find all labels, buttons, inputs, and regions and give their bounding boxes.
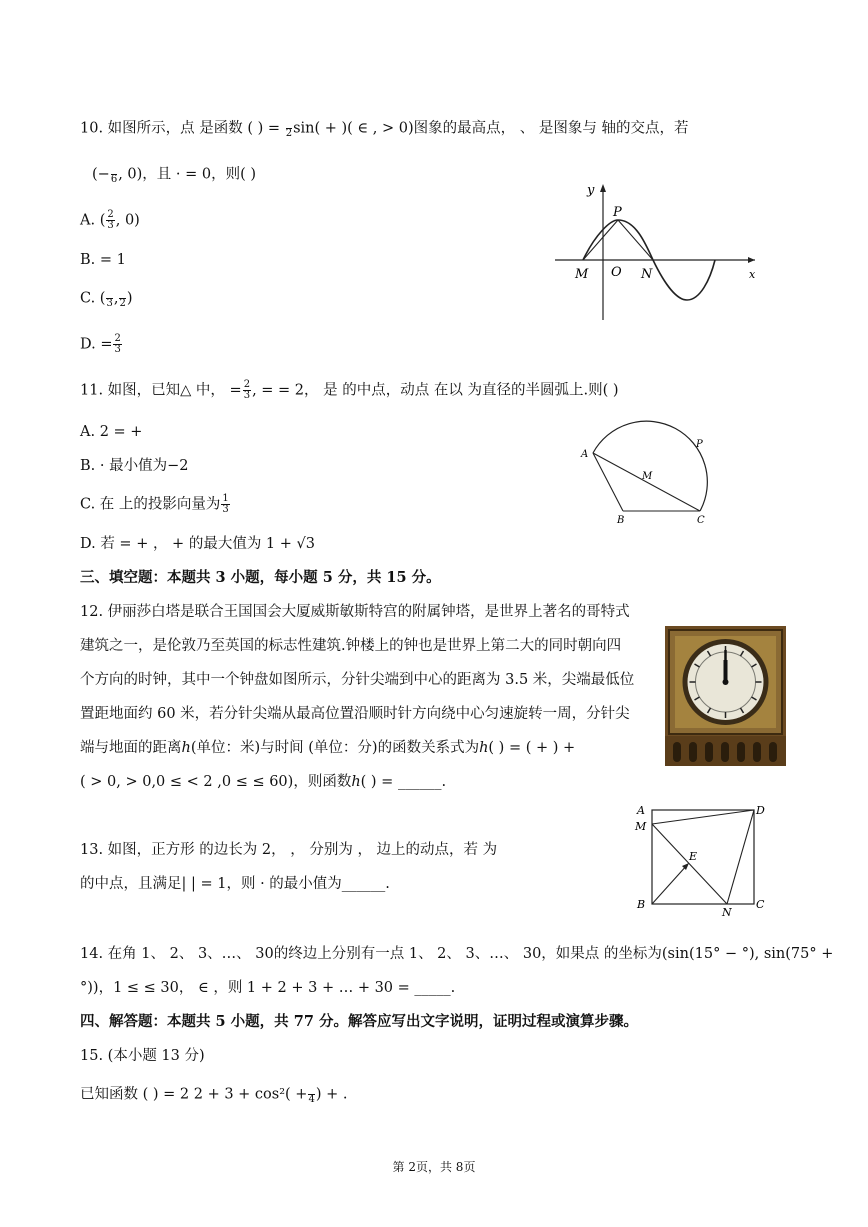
q12-line5: 端与地面的距离ℎ(单位：米)与时间 (单位：分)的函数关系式为ℎ( ) = ( + ) + (80, 740, 576, 756)
label-p: P (613, 205, 622, 220)
q13-line2: 的中点，且满足| | = 1，则 · 的最小值为______. (80, 876, 390, 892)
q12-line3: 个方向的时钟，其中一个钟盘如图所示，分针尖端到中心的距离为 3.5 米，尖端最低位 (80, 672, 635, 688)
q10-sine-graph-figure (555, 180, 765, 325)
q10-line1-rest: sin( + )( ∈ , > 0)图象的最高点， 、 是图象与 轴的交点，若 (293, 120, 689, 137)
q10-option-a: A. ( $\frac{2}{3}$ , 0) (80, 209, 140, 231)
label-m: M (575, 267, 589, 282)
q10-line2-rest: , 0)，且 · = 0，则( ) (118, 166, 257, 183)
label-p: P (696, 439, 703, 450)
label-x: x (749, 268, 756, 281)
segment-md (652, 810, 754, 824)
q12-clock-photo (665, 626, 786, 766)
q10-option-c: C. ( 3 , 2 ) (80, 288, 132, 309)
label-b: B (617, 515, 625, 526)
q11-option-a: A. 2 = + (80, 424, 143, 440)
q10-line2 (92, 164, 256, 185)
label-a: A (637, 804, 645, 817)
segment-pm (583, 220, 618, 260)
label-o: O (611, 265, 622, 280)
q15-line1: 已知函数 ( ) = 2 2 + 3 + cos²( + 4 ) + . (80, 1084, 347, 1105)
label-m: M (642, 471, 653, 482)
square-abcd (652, 810, 754, 904)
q10-line1 (80, 118, 688, 139)
label-e: E (689, 850, 698, 863)
q12-line1: 12. 伊丽莎白塔是联合王国国会大厦威斯敏斯特宫的附属钟塔，是世界上著名的哥特式 (80, 604, 630, 620)
label-m: M (635, 820, 647, 833)
q12-line2: 建筑之一，是伦敦乃至英国的标志性建筑.钟楼上的钟也是世界上第二大的同时朝向四 (80, 638, 622, 654)
segment-ac (593, 453, 700, 511)
y-axis-arrow (600, 184, 606, 192)
q13-line1: 13. 如图，正方形 的边长为 2， ， 分别为 ， 边上的动点，若 为 (80, 842, 498, 858)
q12-line4: 置距地面约 60 米，若分针尖端从最高位置沿顺时针方向绕中心匀速旋转一周，分针尖 (80, 706, 630, 722)
q11-option-c: C. 在 上的投影向量为 $\frac{1}{3}$ (80, 493, 229, 515)
q15-title: 15. (本小题 13 分) (80, 1048, 205, 1064)
label-c: C (697, 515, 705, 526)
label-n: N (641, 267, 653, 282)
x-axis-arrow (748, 257, 755, 263)
q10-option-b: B. = 1 (80, 252, 126, 268)
section-4-heading: 四、解答题：本题共 5 小题，共 77 分。解答应写出文字说明，证明过程或演算步骤。 (80, 1013, 638, 1030)
page-footer: 第 2页，共 8页 (392, 1160, 476, 1174)
q10-frac1: 2 (286, 118, 292, 139)
segment-nd (727, 810, 754, 904)
q10-line2-pre: (− (92, 166, 110, 183)
segment-pn (618, 220, 653, 260)
label-n: N (722, 906, 732, 919)
q14-line1: 14. 在角 1、 2、 3、…、 30的终边上分别有一点 1、 2、 3、…、 30，如果点 的坐标为(sin(15° − °), sin(75° + (80, 946, 834, 962)
label-d: D (756, 804, 765, 817)
q11-option-b: B. · 最小值为−2 (80, 458, 189, 474)
q11-option-d: D. 若 = + ， + 的最大值为 1 + √3 (80, 536, 315, 552)
vector-be (652, 864, 688, 904)
q11-line1: 11. 如图，已知△ 中， = $\frac{2}{3}$ , = = 2， 是 的中点，动点 在以 为直径的半圆弧上.则( ) (80, 379, 619, 401)
q14-line2: °))，1 ≤ ≤ 30， ∈ ，则 1 + 2 + 3 + … + 30 = _____. (80, 980, 456, 996)
q10-option-d: D. = $\frac{2}{3}$ (80, 333, 121, 355)
label-y: y (587, 183, 595, 198)
q10-line1-text: 10. 如图所示，点 是函数 ( ) = (80, 120, 285, 137)
q11-triangle-semicircle-figure (575, 415, 725, 530)
label-b: B (637, 898, 646, 911)
label-a: A (581, 449, 589, 460)
label-c: C (756, 898, 765, 911)
q13-square-figure (632, 800, 772, 920)
section-3-heading: 三、填空题：本题共 3 小题，每小题 5 分，共 15 分。 (80, 569, 441, 586)
semicircle-arc (593, 421, 707, 511)
q10-frac2: 6 (111, 164, 117, 185)
q12-line6: ( > 0, > 0,0 ≤ < 2 ,0 ≤ ≤ 60)，则函数ℎ( ) = ______. (80, 774, 447, 790)
